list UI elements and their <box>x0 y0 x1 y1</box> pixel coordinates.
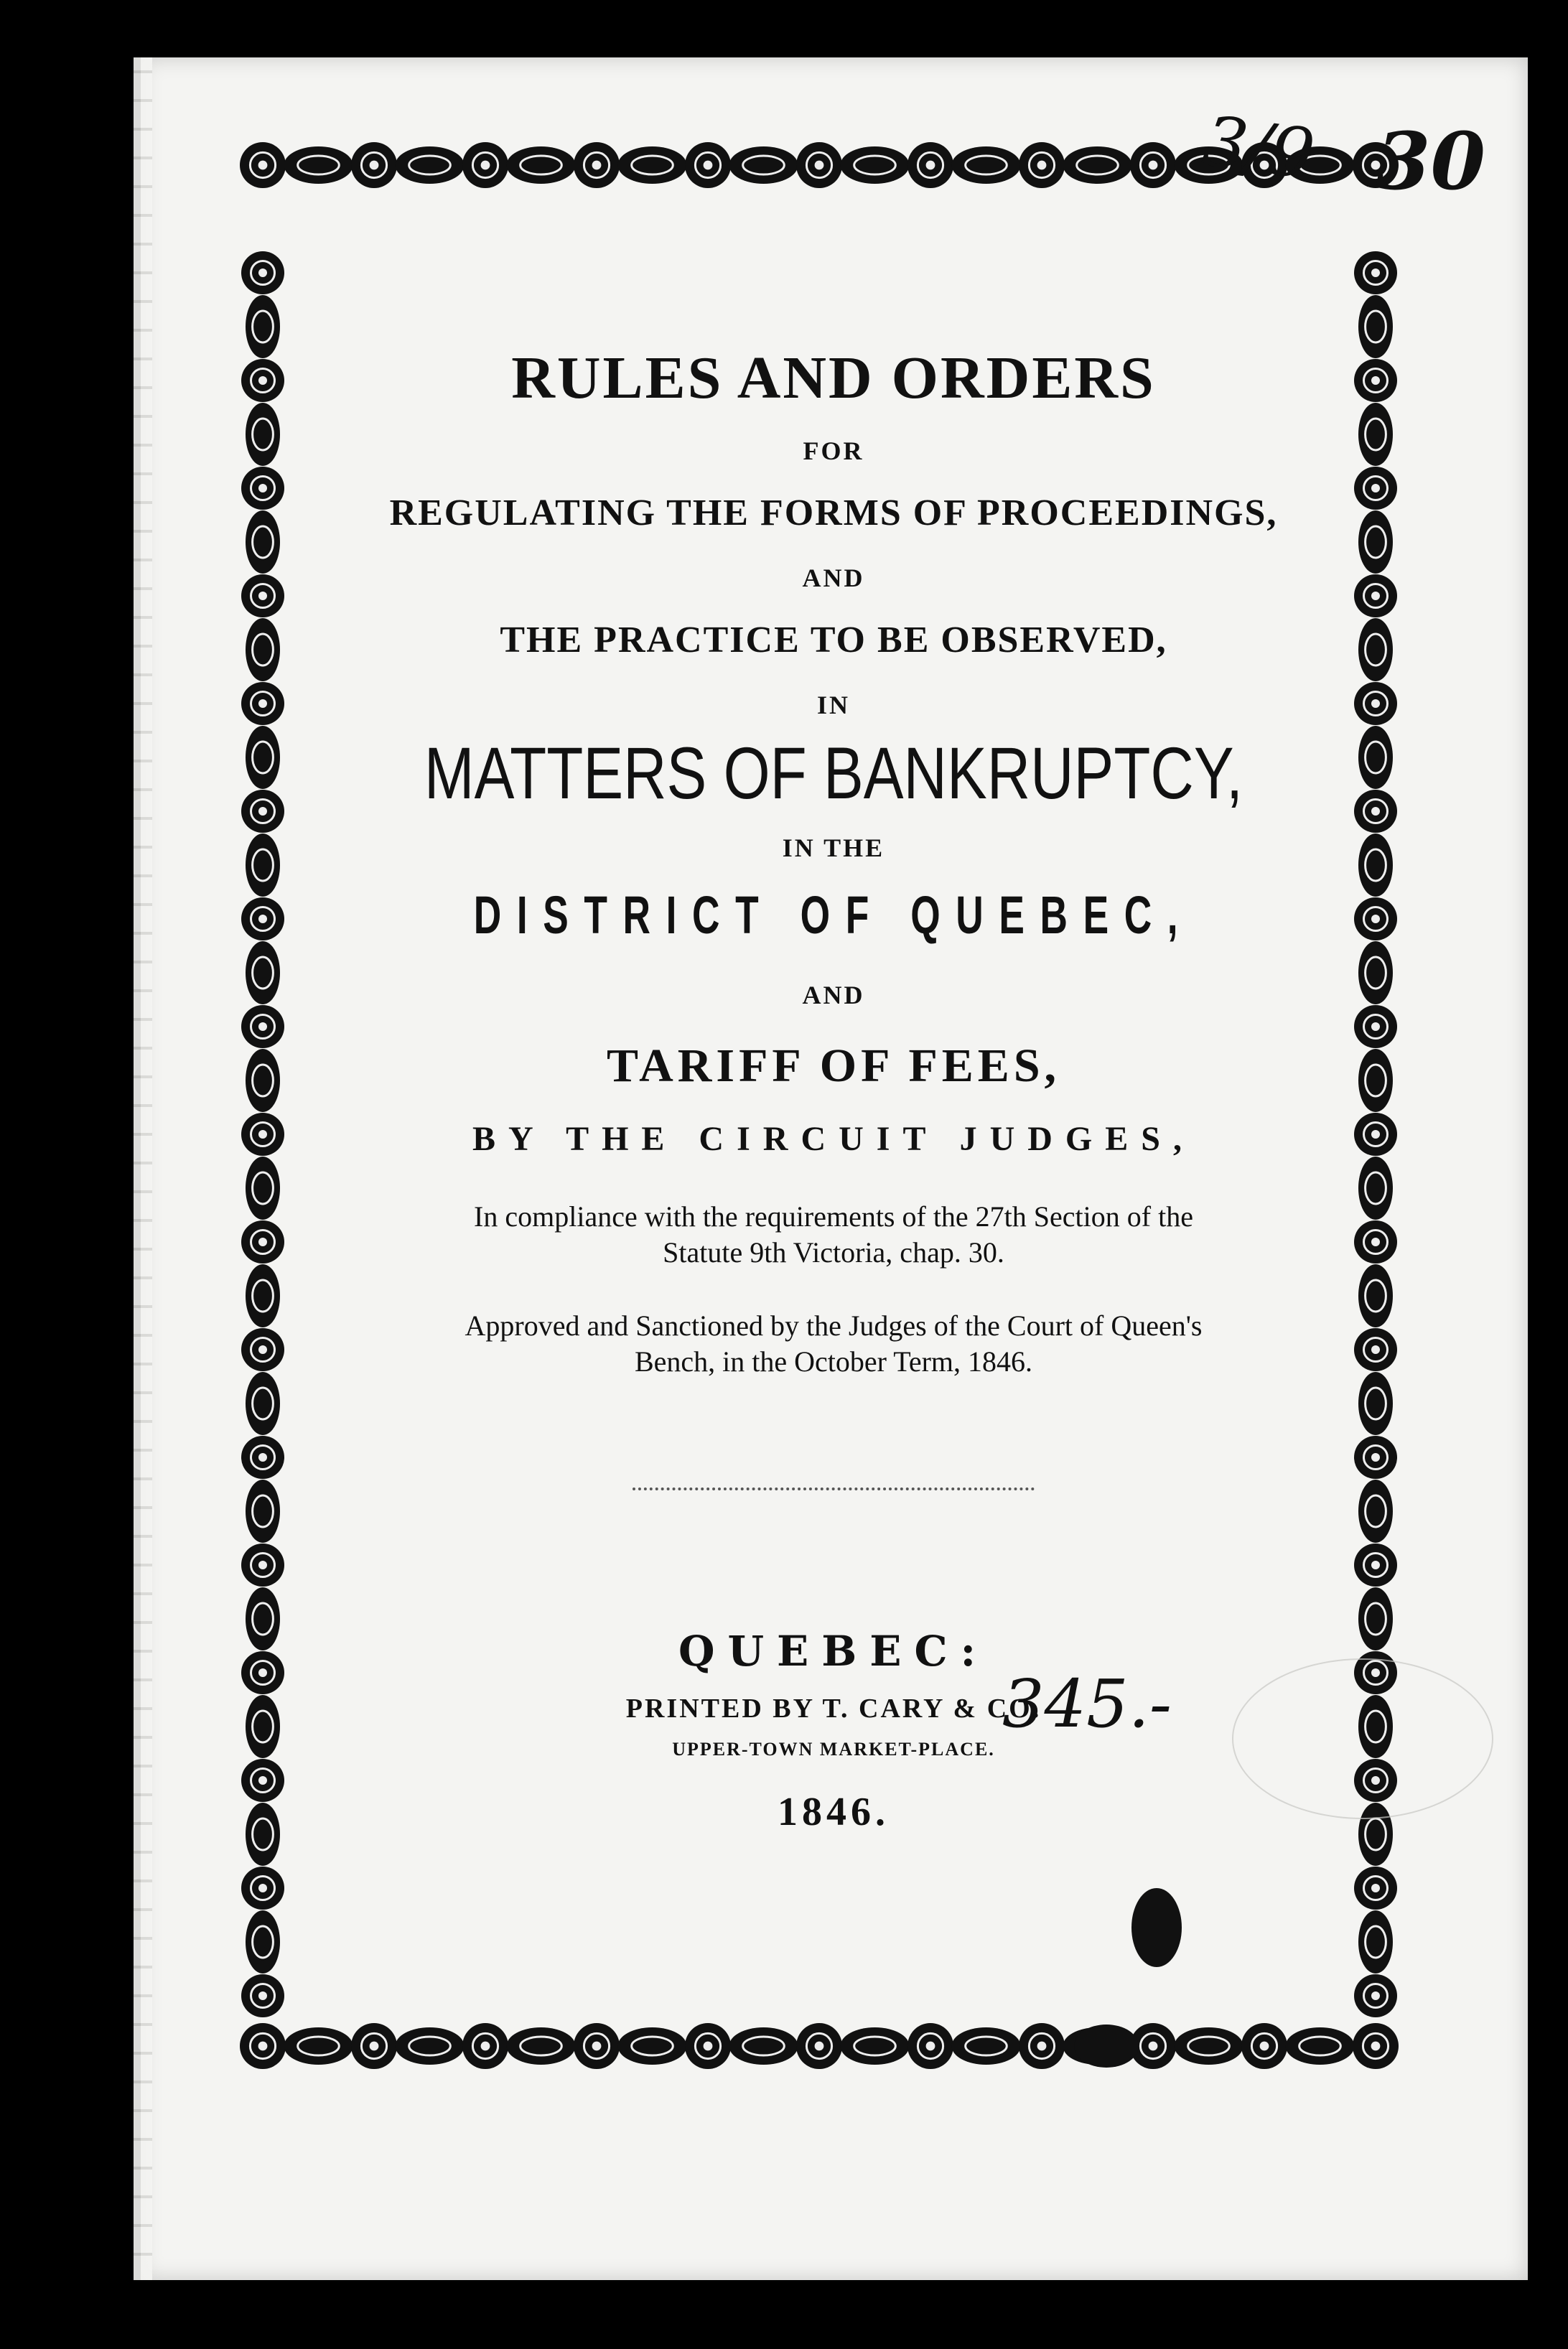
border-oval <box>1358 1910 1393 1974</box>
border-rosette <box>241 1005 284 1048</box>
border-rosette <box>462 142 508 188</box>
approval-line-2: Bench, in the October Term, 1846. <box>634 1345 1033 1378</box>
border-oval <box>246 1587 280 1650</box>
border-oval <box>246 833 280 897</box>
border-rosette <box>1354 359 1397 402</box>
border-oval <box>246 941 280 1004</box>
border-rosette <box>1354 1544 1397 1587</box>
border-oval <box>1358 726 1393 789</box>
title-matters-of-bankruptcy: MATTERS OF BANKRUPTCY, <box>424 732 1243 814</box>
title-block <box>320 323 1347 1835</box>
border-rosette <box>1354 1220 1397 1264</box>
border-oval <box>284 146 353 184</box>
border-rosette <box>1241 2023 1287 2069</box>
border-oval <box>841 2027 910 2065</box>
border-oval <box>284 2027 353 2065</box>
border-rosette <box>907 2023 953 2069</box>
border-rosette <box>241 1436 284 1479</box>
approval-line-1: Approved and Sanctioned by the Judges of the Court of Queen's <box>465 1309 1203 1342</box>
title-circuit-judges: BY THE CIRCUIT JUDGES, <box>472 1120 1195 1158</box>
border-oval <box>1358 1157 1393 1220</box>
title-main: RULES AND ORDERS <box>511 345 1156 411</box>
title-and-2: AND <box>802 981 865 1009</box>
border-rosette <box>1354 1113 1397 1156</box>
border-rosette <box>241 1220 284 1264</box>
border-rosette <box>574 142 620 188</box>
handwritten-price: 345.- <box>1002 1666 1172 1742</box>
border-oval <box>952 146 1021 184</box>
border-oval <box>1358 1049 1393 1112</box>
border-rosette <box>1354 574 1397 617</box>
border-oval <box>246 1910 280 1974</box>
border-rosette <box>241 359 284 402</box>
compliance-line-1: In compliance with the requirements of the 27th Section of the <box>474 1200 1193 1233</box>
border-rosette <box>1354 251 1397 294</box>
title-regulating: REGULATING THE FORMS OF PROCEEDINGS, <box>389 492 1278 533</box>
border-rosette <box>241 574 284 617</box>
border-rosette <box>241 897 284 940</box>
title-in: IN <box>816 691 850 719</box>
border-oval <box>507 2027 576 2065</box>
compliance-line-2: Statute 9th Victoria, chap. 30. <box>663 1236 1004 1269</box>
border-rosette <box>241 1759 284 1802</box>
border-rosette <box>685 142 731 188</box>
border-rosette <box>241 1328 284 1371</box>
border-rosette <box>241 251 284 294</box>
title-practice: THE PRACTICE TO BE OBSERVED, <box>500 620 1167 660</box>
border-rosette <box>351 142 397 188</box>
border-oval <box>1358 1587 1393 1650</box>
title-in-the: IN THE <box>782 833 885 862</box>
border-oval <box>841 146 910 184</box>
compliance-paragraph <box>320 1199 1347 1271</box>
border-oval <box>246 618 280 681</box>
approval-paragraph <box>320 1308 1347 1380</box>
border-rosette <box>241 682 284 725</box>
border-oval <box>246 510 280 574</box>
border-oval <box>246 1264 280 1327</box>
border-oval <box>1358 1372 1393 1435</box>
border-oval <box>396 146 465 184</box>
border-rosette <box>1354 467 1397 510</box>
border-rosette <box>241 790 284 833</box>
border-oval <box>1358 510 1393 574</box>
dotted-rule <box>633 1488 1035 1490</box>
border-oval <box>246 1157 280 1220</box>
border-oval <box>246 1480 280 1543</box>
border-rosette <box>1019 2023 1065 2069</box>
border-oval <box>618 2027 687 2065</box>
border-oval <box>1063 146 1132 184</box>
border-oval <box>246 726 280 789</box>
border-oval <box>246 1695 280 1758</box>
border-oval <box>246 1372 280 1435</box>
border-rosette <box>796 2023 842 2069</box>
border-oval <box>1358 1264 1393 1327</box>
title-page <box>141 57 1528 2280</box>
title-district-of-quebec: DISTRICT OF QUEBEC, <box>473 885 1194 945</box>
border-rosette <box>462 2023 508 2069</box>
border-rosette <box>1353 2023 1399 2069</box>
border-rosette <box>1354 1867 1397 1910</box>
border-oval <box>1358 403 1393 466</box>
border-oval <box>246 1049 280 1112</box>
border-rosette <box>1354 1005 1397 1048</box>
border-oval <box>246 295 280 358</box>
border-oval <box>246 403 280 466</box>
border-oval <box>396 2027 465 2065</box>
border-rosette <box>796 142 842 188</box>
border-rosette <box>240 142 286 188</box>
imprint-year: 1846. <box>778 1790 890 1834</box>
border-rosette <box>1354 897 1397 940</box>
border-oval <box>729 2027 798 2065</box>
handwritten-shelfmark: 3/9 <box>1198 100 1320 196</box>
border-rosette <box>241 1974 284 2017</box>
border-rosette <box>1019 142 1065 188</box>
title-for: FOR <box>803 436 864 465</box>
border-rosette <box>1130 142 1176 188</box>
imprint-printer: PRINTED BY T. CARY & CO. <box>625 1694 1042 1724</box>
title-and-1: AND <box>802 564 865 592</box>
border-rosette <box>907 142 953 188</box>
border-oval <box>1358 295 1393 358</box>
ink-blot <box>1074 2025 1139 2068</box>
border-oval <box>1286 2027 1355 2065</box>
imprint-city: QUEBEC: <box>678 1627 989 1676</box>
border-oval <box>1358 1480 1393 1543</box>
border-oval <box>618 146 687 184</box>
border-rosette <box>351 2023 397 2069</box>
border-rosette <box>574 2023 620 2069</box>
border-oval <box>1358 941 1393 1004</box>
border-rosette <box>241 1544 284 1587</box>
border-oval <box>1175 2027 1243 2065</box>
handwritten-number: 30 <box>1376 115 1486 207</box>
border-oval <box>1358 833 1393 897</box>
border-rosette <box>241 1113 284 1156</box>
border-rosette <box>1354 1436 1397 1479</box>
border-oval <box>507 146 576 184</box>
border-rosette <box>1354 1328 1397 1371</box>
border-rosette <box>241 467 284 510</box>
title-tariff-of-fees: TARIFF OF FEES, <box>606 1040 1061 1092</box>
border-rosette <box>1354 1974 1397 2017</box>
imprint-address: UPPER-TOWN MARKET-PLACE. <box>672 1739 995 1760</box>
border-oval <box>952 2027 1021 2065</box>
border-oval <box>1358 618 1393 681</box>
border-rosette <box>240 2023 286 2069</box>
ink-blot <box>1131 1888 1182 1967</box>
border-rosette <box>241 1651 284 1694</box>
border-oval <box>246 1803 280 1866</box>
border-rosette <box>1354 682 1397 725</box>
border-rosette <box>1354 790 1397 833</box>
border-rosette <box>685 2023 731 2069</box>
border-oval <box>729 146 798 184</box>
border-rosette <box>241 1867 284 1910</box>
